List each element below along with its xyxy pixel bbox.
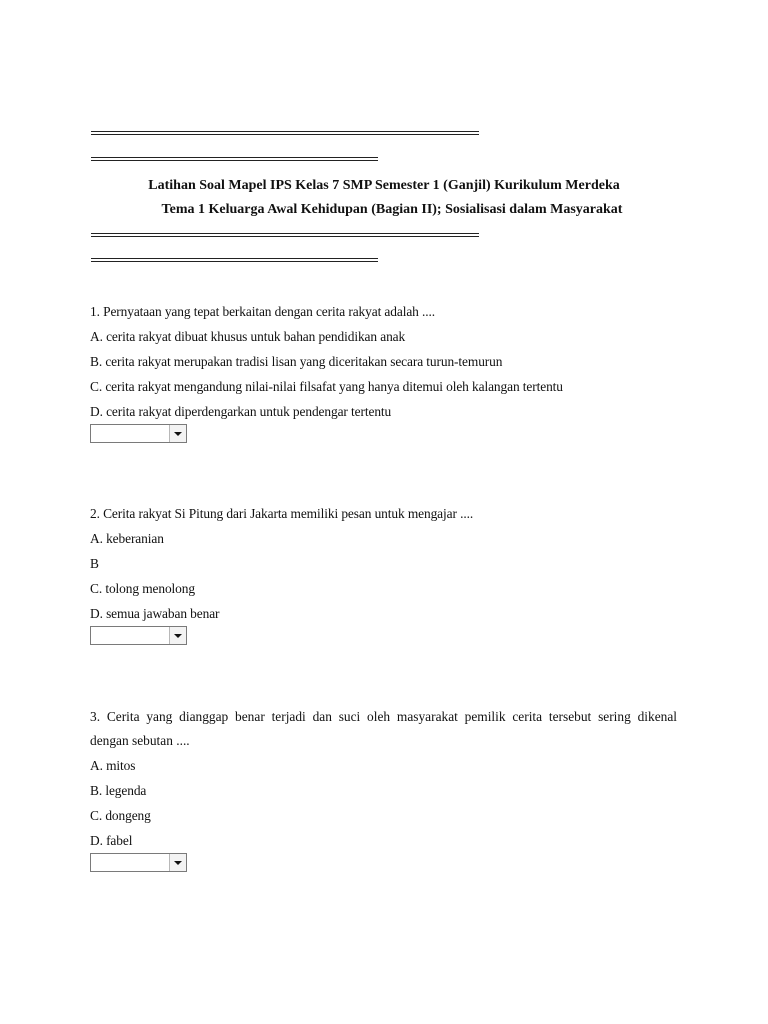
option-c: C. dongeng xyxy=(90,808,151,823)
question-text: 2. Cerita rakyat Si Pitung dari Jakarta memiliki pesan untuk mengajar .... xyxy=(90,506,474,521)
dropdown-button[interactable] xyxy=(169,425,186,442)
document-subtitle: Tema 1 Keluarga Awal Kehidupan (Bagian II); Sosialisasi dalam Masyarakat xyxy=(161,202,623,217)
answer-select[interactable] xyxy=(90,424,187,443)
chevron-down-icon xyxy=(174,432,182,436)
option-a: A. keberanian xyxy=(90,531,164,546)
double-rule xyxy=(91,157,378,161)
option-b: B. cerita rakyat merupakan tradisi lisan yang diceritakan secara turun-temurun xyxy=(90,354,503,369)
question-text: 1. Pernyataan yang tepat berkaitan dengan cerita rakyat adalah .... xyxy=(90,304,436,319)
option-b: B xyxy=(90,556,99,571)
chevron-down-icon xyxy=(174,634,182,638)
option-d: D. fabel xyxy=(90,833,133,848)
dropdown-button[interactable] xyxy=(169,854,186,871)
option-b: B. legenda xyxy=(90,783,147,798)
option-d: D. cerita rakyat diperdengarkan untuk pendengar tertentu xyxy=(90,404,392,419)
answer-select[interactable] xyxy=(90,626,187,645)
question-text: 3. Cerita yang dianggap benar terjadi dan suci oleh masyarakat pemilik cerita tersebut sering dikenal xyxy=(90,709,677,724)
option-d: D. semua jawaban benar xyxy=(90,606,220,621)
double-rule xyxy=(91,258,378,262)
option-c: C. cerita rakyat mengandung nilai-nilai filsafat yang hanya ditemui oleh kalangan tertentu xyxy=(90,379,563,394)
double-rule xyxy=(91,233,479,237)
chevron-down-icon xyxy=(174,861,182,865)
answer-select[interactable] xyxy=(90,853,187,872)
option-c: C. tolong menolong xyxy=(90,581,195,596)
document-title: Latihan Soal Mapel IPS Kelas 7 SMP Semester 1 (Ganjil) Kurikulum Merdeka xyxy=(148,178,620,193)
double-rule xyxy=(91,131,479,135)
option-a: A. cerita rakyat dibuat khusus untuk bahan pendidikan anak xyxy=(90,329,406,344)
option-a: A. mitos xyxy=(90,758,136,773)
dropdown-button[interactable] xyxy=(169,627,186,644)
question-text-continued: dengan sebutan .... xyxy=(90,733,190,748)
